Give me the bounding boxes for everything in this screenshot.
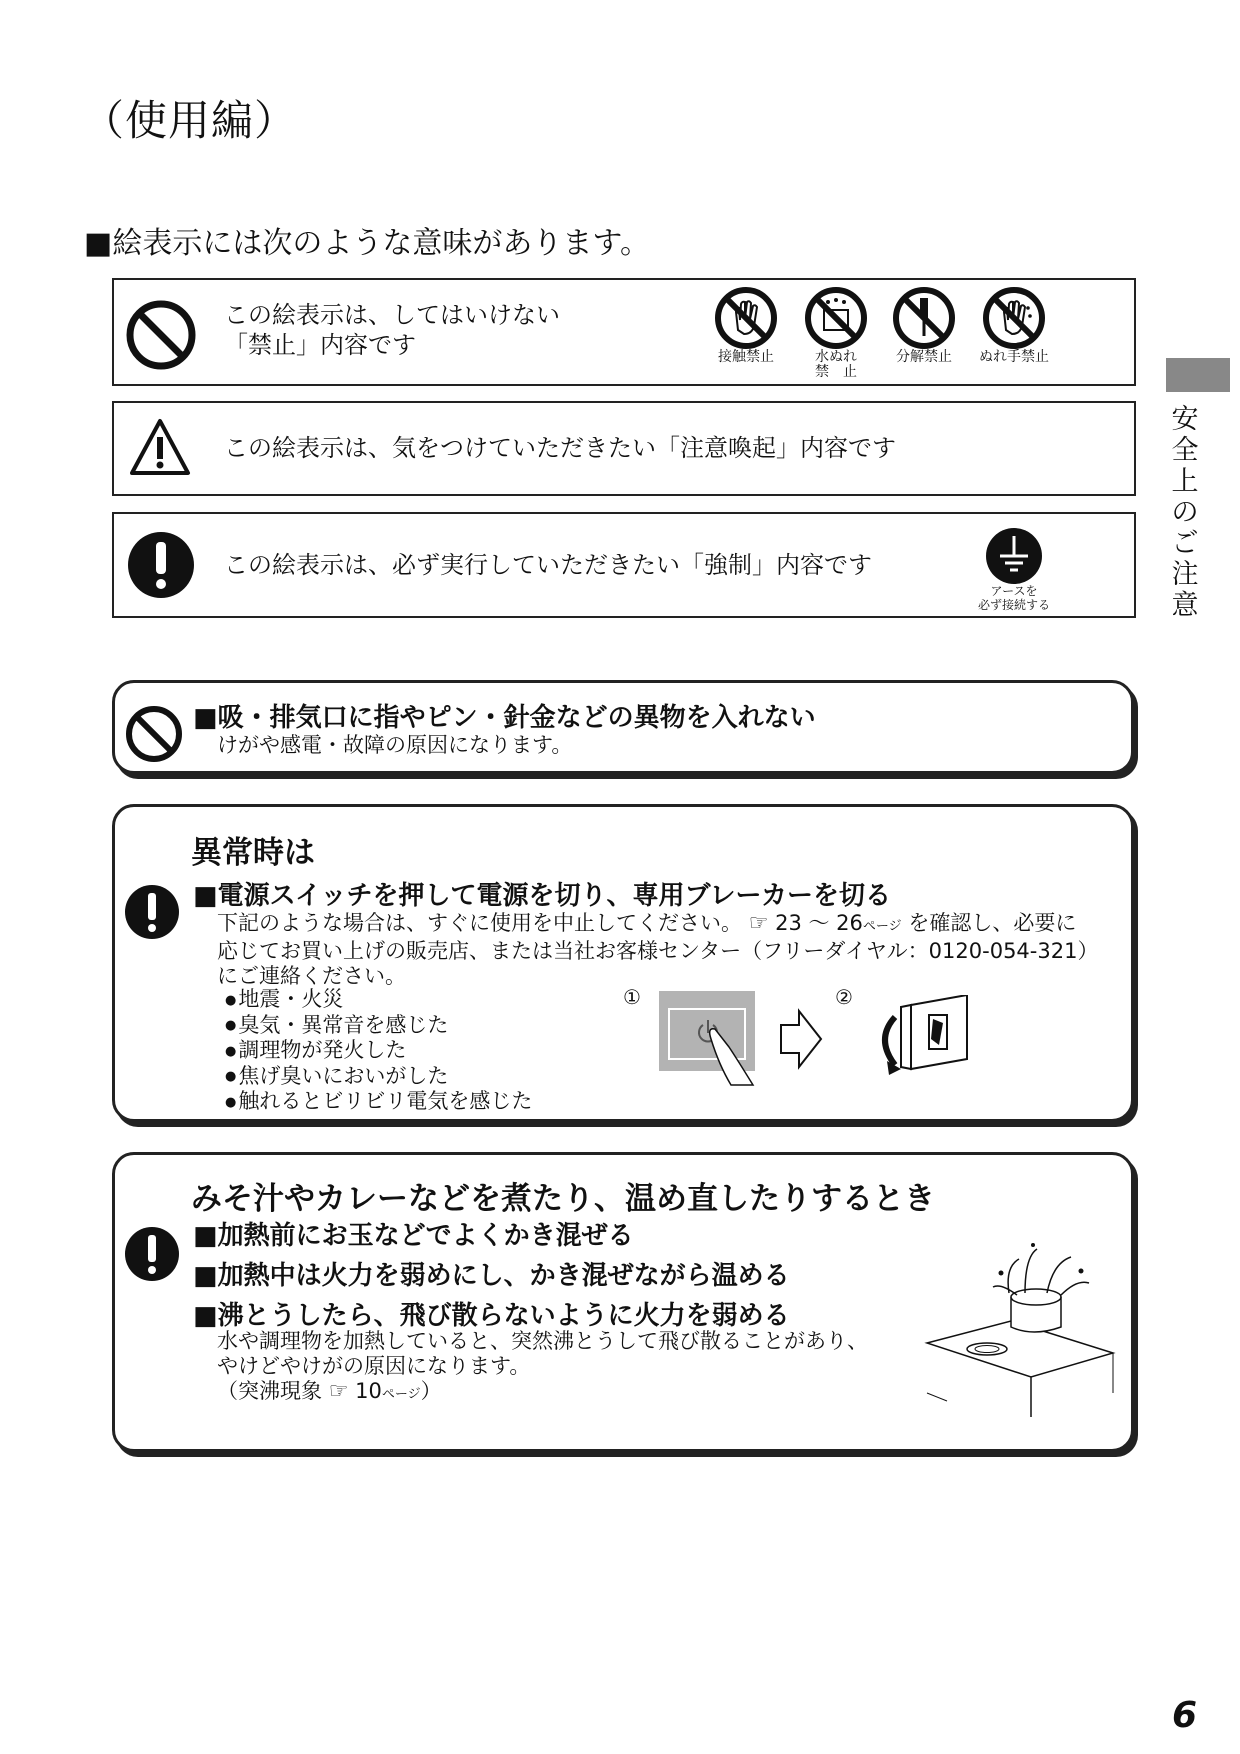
card-foreign-objects [112,680,1134,774]
pointing-hand-icon: ☞ [748,911,769,936]
boiling-pot-illustration [921,1243,1117,1423]
mandatory-icon [126,530,196,600]
list-item: ● 焦げ臭いにおいがした [225,1064,532,1090]
no-touch-caption: 接触禁止 [718,349,774,365]
legend-row-prohibition [112,278,1136,386]
no-water-caption: 水ぬれ 禁 止 [815,349,857,380]
power-switch-press-illustration [659,987,769,1087]
abnormal-note-line1: 下記のような場合は、すぐに使用を中止してください。 ☞ 23 ～ 26ページ を確認し、必要に [217,911,1077,936]
boiling-line2: ■加熱中は火力を弱めにし、かき混ぜながら温める [193,1261,790,1291]
page-number: 6 [1172,1695,1198,1736]
legend-prohibition-line1: この絵表示は、してはいけない [224,301,560,329]
legend-prohibition-line2: 「禁止」内容です [224,331,416,359]
no-touch-icon [714,286,778,350]
card-abnormal [112,804,1134,1122]
abnormal-bullet-list [225,987,532,1115]
abnormal-note-line3: にご連絡ください。 [217,964,406,988]
legend-row-caution [112,401,1136,496]
breaker-switch-illustration [875,995,975,1085]
no-wet-hands-caption: ぬれ手禁止 [979,349,1049,365]
list-item: ● 臭気・異常音を感じた [225,1013,532,1039]
list-item: ● 地震・火災 [225,987,532,1013]
arrow-right-icon [779,1007,823,1071]
step-2-label: ② [835,985,853,1009]
prohibition-icon [124,298,198,372]
list-item: ● 調理物が発火した [225,1038,532,1064]
boiling-note-line2: やけどやけがの原因になります。 [217,1354,531,1378]
prohibition-icon [125,705,183,763]
step-1-label: ① [623,985,641,1009]
mandatory-icon [123,883,181,941]
boiling-heading: みそ汁やカレーなどを煮たり、温め直したりするとき [191,1181,935,1217]
no-water-icon [804,286,868,350]
pointing-hand-icon: ☞ [328,1379,349,1404]
foreign-objects-note: けがや感電・故障の原因になります。 [217,733,573,757]
boiling-line1: ■加熱前にお玉などでよくかき混ぜる [193,1221,634,1251]
side-tab-label: 安全上のご注意 [1171,404,1199,621]
legend-mandatory-text: この絵表示は、必ず実行していただきたい「強制」内容です [224,551,872,579]
no-wet-hands-icon [982,286,1046,350]
card-boiling [112,1152,1134,1452]
abnormal-heading: 異常時は [191,835,315,871]
ground-connection-icon [984,526,1044,586]
abnormal-note [217,911,1117,989]
boiling-line3: ■沸とうしたら、飛び散らないように火力を弱める [193,1301,790,1331]
abnormal-title: ■電源スイッチを押して電源を切り、専用ブレーカーを切る [193,881,891,911]
no-disassembly-caption: 分解禁止 [896,349,952,365]
list-item: ● 触れるとビリビリ電気を感じた [225,1089,532,1115]
legend-row-mandatory [112,512,1136,618]
foreign-objects-title: ■吸・排気口に指やピン・針金などの異物を入れない [193,703,816,733]
mandatory-icon [123,1225,181,1283]
side-tab-bar [1166,358,1230,392]
boiling-note [217,1329,868,1407]
abnormal-note-line2: 応じてお買い上げの販売店、または当社お客様センター（フリーダイヤル：0120-054-321） [217,939,1099,963]
boiling-note-line1: 水や調理物を加熱していると、突然沸とうして飛び散ることがあり、 [217,1329,868,1353]
section-title: （使用編） [82,96,298,145]
boiling-note-line3: （突沸現象 ☞ 10ページ） [217,1379,442,1404]
ground-connection-caption: アースを 必ず接続する [977,584,1050,612]
legend-heading: ■絵表示には次のような意味があります。 [84,226,650,261]
no-disassembly-icon [892,286,956,350]
legend-caution-text: この絵表示は、気をつけていただきたい「注意喚起」内容です [224,434,896,462]
caution-triangle-icon [128,417,192,477]
